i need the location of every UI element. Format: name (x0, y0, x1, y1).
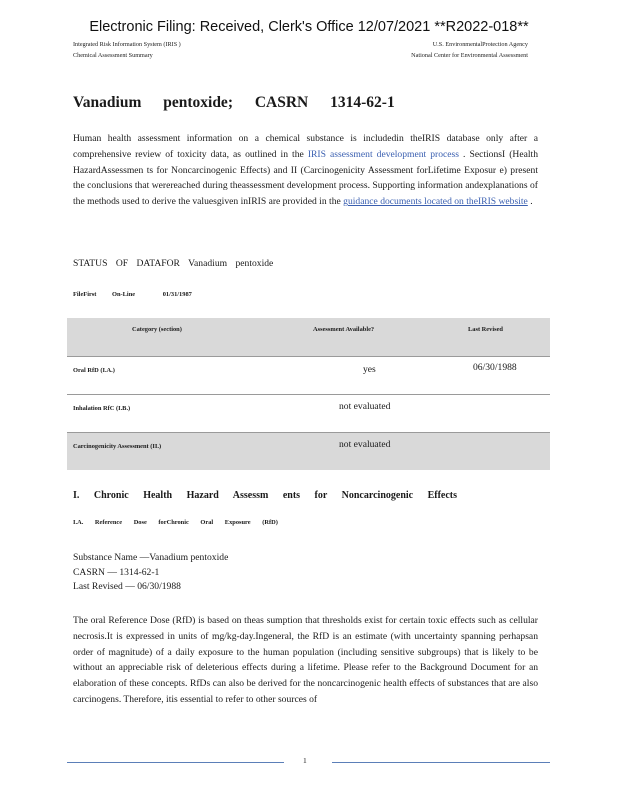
intro-text-1: Human health assessment information on a chemical substance is includedin theIRIS database only after a comprehensive review of toxicity data, as outlined in the (73, 133, 538, 160)
header-left (73, 39, 181, 61)
filing-stamp: Electronic Filing: Received, Clerk's Office 12/07/2021 **R2022-018** (89, 19, 529, 35)
file-online-line (73, 291, 192, 298)
header-right (411, 39, 528, 61)
substance-info (73, 551, 228, 595)
header-revised: Last Revised (468, 326, 503, 333)
status-table (67, 318, 550, 470)
substance-name: Substance Name —Vanadium pentoxide (73, 552, 229, 563)
intro-text-2: . SectionsI (Health HazardAssessmen ts for Noncarcinogenic Effects) and II (Carcinogenicity Assessment forLifetime Exposur e) present the conclusions that werereached during theassessment development process. Supporting information andexplanations of the methods used to derive the valuesgiven inIRIS are provided in the (73, 148, 538, 208)
intro-paragraph (73, 131, 538, 210)
substance-revised: Last Revised — 06/30/1988 (73, 581, 181, 592)
header-category: Category (section) (132, 326, 182, 333)
rfd-paragraph: The oral Reference Dose (RfD) is based on theas sumption that thresholds exist for certain toxic effects such as cellular necrosis.It is expressed in units of mg/kg-day.Ingeneral, the RfD is an estimate (with uncertainty spanning perhapsan order of magnitude) of a daily exposure to the human population (including sensitive subgroups) that is likely to be without an appreciable risk of deleterious effects during a lifetime. Please refer to the Background Document for an elaboration of these concepts. RfDs can also be derived for the noncarcinogenic health effects of substances that are also carcinogens. Therefore, itis essential to refer to other sources of (73, 615, 538, 705)
row-available: yes (363, 364, 376, 375)
header-right-line1: U.S. EnvironmentalProtection Agency (432, 41, 528, 48)
table-row (67, 433, 550, 470)
row-revised: 06/30/1988 (473, 362, 517, 373)
status-heading: STATUS OF DATAFOR Vanadium pentoxide (73, 258, 274, 269)
row-available: not evaluated (339, 439, 391, 450)
substance-casrn: CASRN — 1314-62-1 (73, 566, 160, 578)
header-assessment: Assessment Available? (313, 326, 375, 333)
header-left-line1: Integrated Risk Information System (IRIS ) (73, 41, 181, 48)
row-category: Oral RfD (I.A.) (73, 367, 115, 374)
header-left-line2: Chemical Assessment Summary (73, 52, 153, 59)
table-header-row (67, 318, 550, 357)
row-available: not evaluated (339, 401, 391, 412)
row-category: Carcinogenicity Assessment (II.) (73, 443, 162, 450)
file-online-label: FileFirst On-Line (73, 291, 136, 298)
iris-process-link[interactable]: IRIS assessment development process (307, 148, 460, 160)
guidance-documents-link[interactable]: guidance documents located on theIRIS website (343, 196, 528, 208)
table-row (67, 357, 550, 395)
table-row (67, 395, 550, 433)
intro-text-3: . (527, 196, 533, 208)
row-category: Inhalation RfC (I.B.) (73, 405, 131, 412)
header-right-line2: National Center for Environmental Assessment (411, 52, 528, 59)
section-1-heading: I. Chronic Health Hazard Assessm ents for Noncarcinogenic Effects (73, 490, 458, 501)
footer-rule-left (67, 762, 284, 763)
document-title: Vanadium pentoxide; CASRN 1314-62-1 (73, 94, 395, 111)
footer-rule-right (332, 762, 550, 763)
file-online-date: 01/31/1987 (162, 291, 192, 298)
page-number: 1 (303, 756, 307, 765)
section-1a-heading: I.A. Reference Dose forChronic Oral Exposure (RfD) (73, 519, 278, 526)
